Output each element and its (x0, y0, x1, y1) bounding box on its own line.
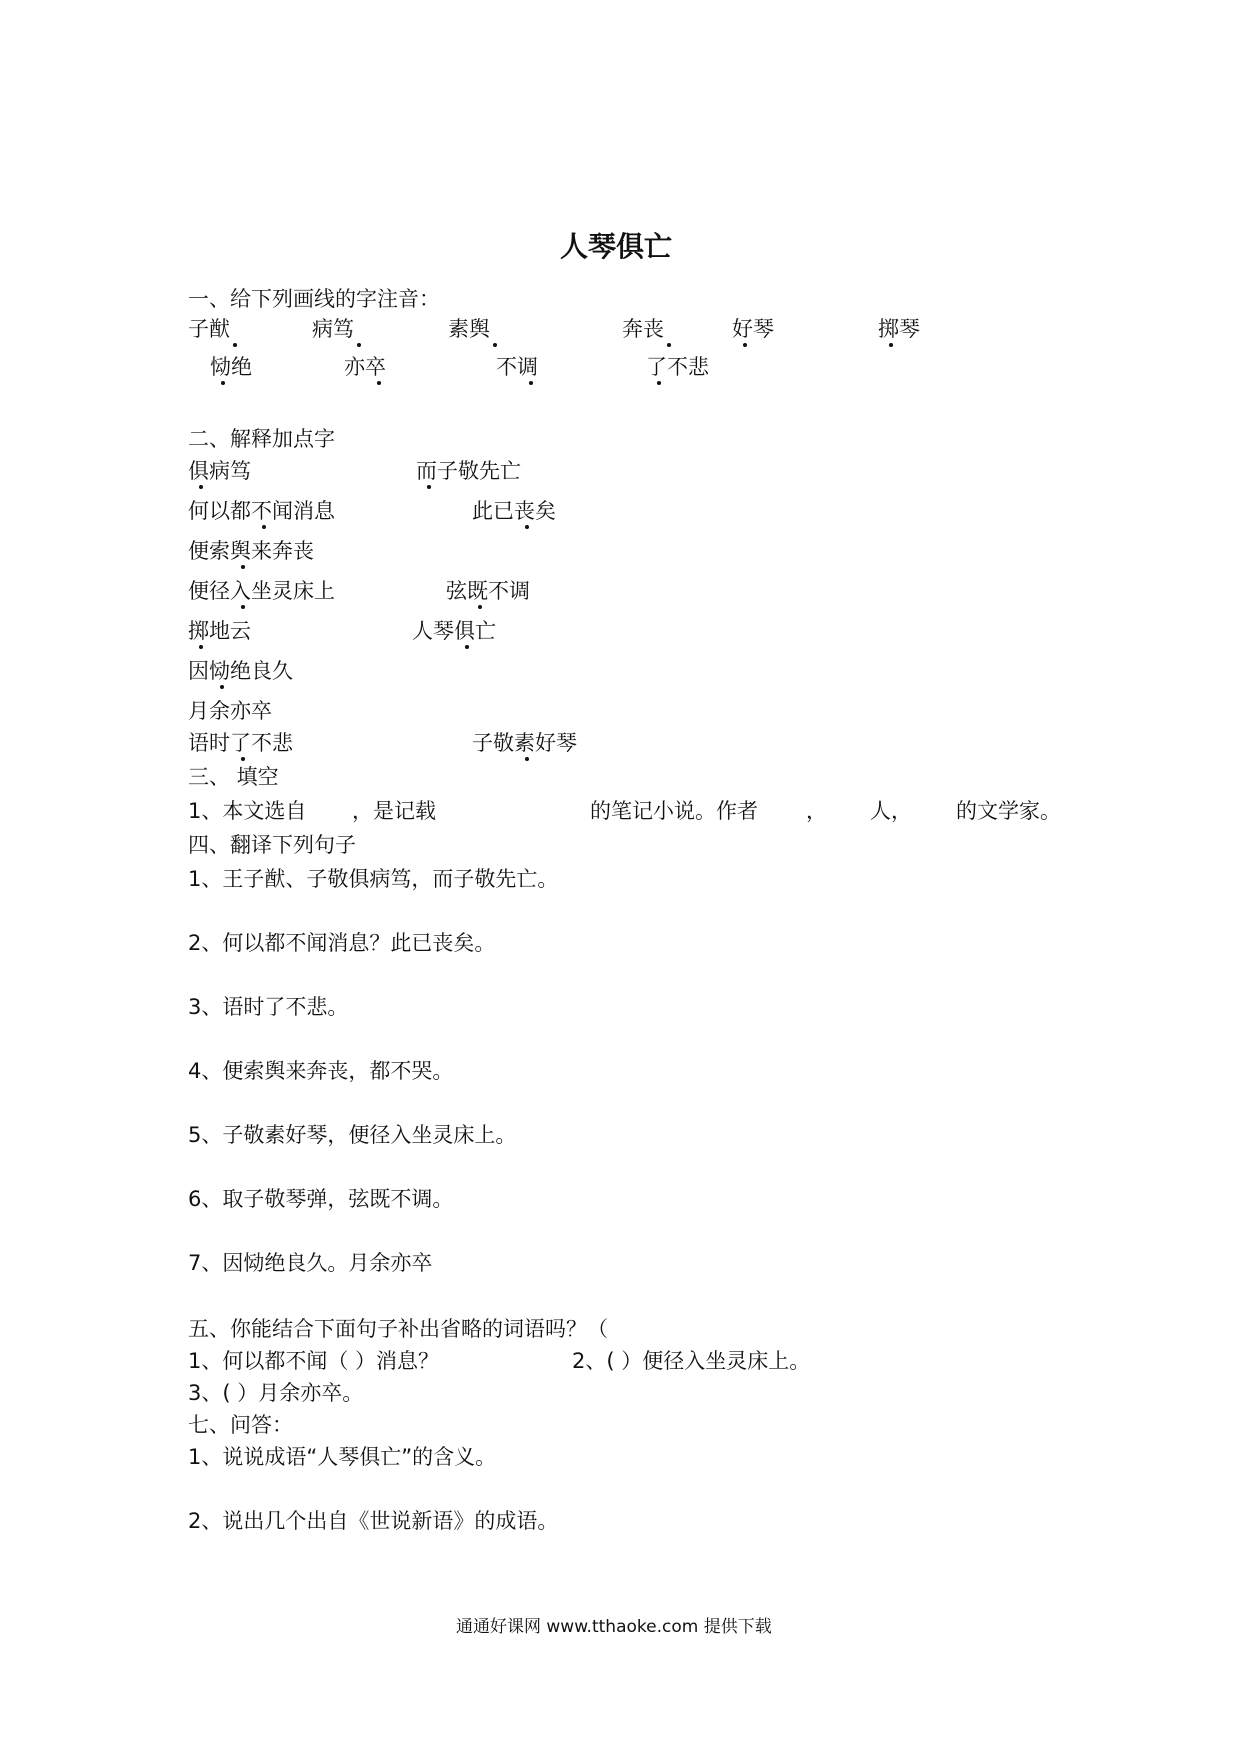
fill-text: 人， (870, 799, 912, 823)
omission-item: 3、( ）月余亦卒。 (188, 1381, 364, 1405)
emphasis-dot (493, 343, 497, 347)
emphasis-dot (478, 605, 482, 609)
translate-item: 2、何以都不闻消息？此已丧矣。 (188, 931, 496, 955)
explain-item: 因恸绝良久 (188, 659, 293, 683)
explain-item: 俱病笃 (188, 459, 251, 483)
emphasis-dot (525, 525, 529, 529)
word-item: 掷琴 (878, 317, 920, 341)
translate-item: 4、便索舆来奔丧，都不哭。 (188, 1059, 454, 1083)
word-item: 病笃 (312, 317, 354, 341)
omission-item: 2、( ）便径入坐灵床上。 (572, 1349, 811, 1373)
explain-item: 子敬素好琴 (472, 731, 577, 755)
section-2-heading: 二、解释加点字 (188, 427, 335, 451)
emphasis-dot (529, 381, 533, 385)
word-item: 好琴 (732, 317, 774, 341)
explain-item: 月余亦卒 (188, 699, 272, 723)
question-item: 1、说说成语“人琴俱亡”的含义。 (188, 1445, 497, 1469)
translate-item: 3、语时了不悲。 (188, 995, 349, 1019)
emphasis-dot (199, 645, 203, 649)
explain-item: 而子敬先亡 (416, 459, 521, 483)
word-item: 素舆 (448, 317, 490, 341)
translate-item: 6、取子敬琴弹，弦既不调。 (188, 1187, 454, 1211)
emphasis-dot (241, 757, 245, 761)
emphasis-dot (357, 343, 361, 347)
emphasis-dot (199, 485, 203, 489)
translate-item: 1、王子猷、子敬俱病笃，而子敬先亡。 (188, 867, 559, 891)
emphasis-dot (221, 381, 225, 385)
word-item: 子猷 (188, 317, 230, 341)
translate-item: 5、子敬素好琴，便径入坐灵床上。 (188, 1123, 517, 1147)
emphasis-dot (262, 525, 266, 529)
emphasis-dot (743, 343, 747, 347)
fill-text: ， (806, 799, 827, 823)
translate-item: 7、因恸绝良久。月余亦卒 (188, 1251, 433, 1275)
emphasis-dot (241, 605, 245, 609)
explain-item: 便索舆来奔丧 (188, 539, 314, 563)
page-title: 人琴俱亡 (560, 230, 673, 263)
explain-item: 何以都不闻消息 (188, 499, 335, 523)
emphasis-dot (525, 757, 529, 761)
emphasis-dot (241, 565, 245, 569)
emphasis-dot (667, 343, 671, 347)
section-1-heading: 一、给下列画线的字注音： (188, 287, 440, 311)
emphasis-dot (377, 381, 381, 385)
explain-item: 人琴俱亡 (412, 619, 496, 643)
question-item: 2、说出几个出自《世说新语》的成语。 (188, 1509, 559, 1533)
footer-text: 通通好课网 www.tthaoke.com 提供下载 (456, 1617, 772, 1637)
section-7-heading: 七、问答： (188, 1413, 293, 1437)
explain-item: 语时了不悲 (188, 731, 293, 755)
emphasis-dot (233, 343, 237, 347)
word-item: 奔丧 (622, 317, 664, 341)
word-item: 亦卒 (344, 355, 386, 379)
section-4-heading: 四、翻译下列句子 (188, 833, 356, 857)
word-item: 恸绝 (210, 355, 252, 379)
omission-item: 1、何以都不闻（ ）消息？ (188, 1349, 440, 1373)
word-item: 不调 (496, 355, 538, 379)
fill-text: 1、本文选自 (188, 799, 307, 823)
section-5-heading: 五、你能结合下面句子补出省略的词语吗？（ (188, 1317, 608, 1341)
emphasis-dot (657, 381, 661, 385)
explain-item: 便径入坐灵床上 (188, 579, 335, 603)
section-3-heading: 三、 填空 (188, 765, 279, 789)
emphasis-dot (427, 485, 431, 489)
emphasis-dot (465, 645, 469, 649)
fill-text: ，是记载 (352, 799, 436, 823)
emphasis-dot (889, 343, 893, 347)
explain-item: 掷地云 (188, 619, 251, 643)
word-item: 了不悲 (646, 355, 709, 379)
emphasis-dot (220, 685, 224, 689)
explain-item: 弦既不调 (446, 579, 530, 603)
explain-item: 此已丧矣 (472, 499, 556, 523)
fill-text: 的文学家。 (956, 799, 1061, 823)
fill-text: 的笔记小说。作者 (590, 799, 758, 823)
